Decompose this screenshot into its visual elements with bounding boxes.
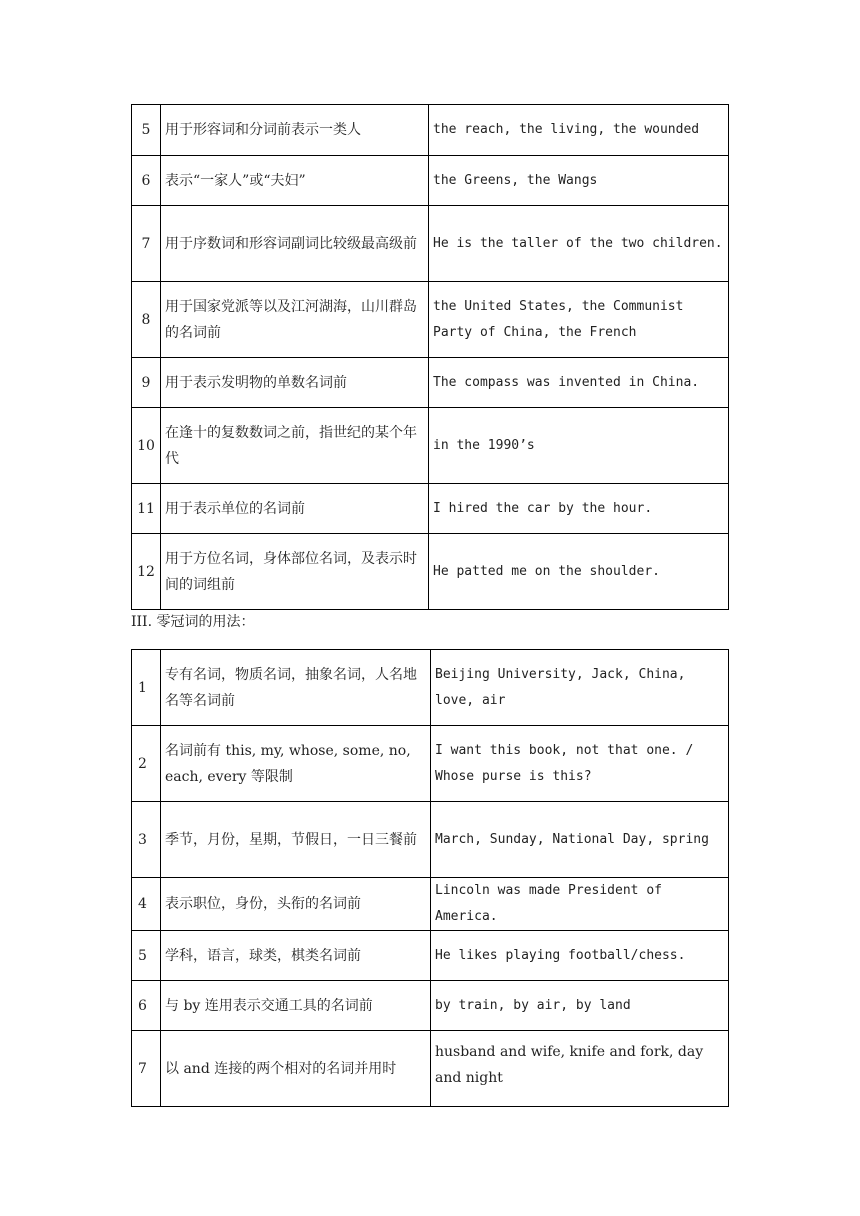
- row-number: 6: [132, 156, 161, 206]
- table-row: [132, 105, 729, 156]
- usage-description: 在逢十的复数数词之前，指世纪的某个年代: [161, 408, 429, 484]
- usage-example: the Greens, the Wangs: [429, 156, 729, 206]
- table-row: [132, 802, 729, 878]
- row-number: 7: [132, 1031, 161, 1107]
- usage-example: I hired the car by the hour.: [429, 484, 729, 534]
- usage-description: 与 by 连用表示交通工具的名词前: [161, 981, 431, 1031]
- section-heading: III. 零冠词的用法：: [131, 614, 255, 630]
- usage-example: He likes playing football/chess.: [431, 931, 729, 981]
- usage-example: Beijing University, Jack, China, love, air: [431, 650, 729, 726]
- usage-example: I want this book, not that one. / Whose purse is this?: [431, 726, 729, 802]
- zero-article-usage-table: [131, 649, 729, 1107]
- row-number: 12: [132, 534, 161, 610]
- usage-description: 学科，语言，球类，棋类名词前: [161, 931, 431, 981]
- row-number: 8: [132, 282, 161, 358]
- usage-description: 名词前有 this, my, whose, some, no, each, every 等限制: [161, 726, 431, 802]
- usage-example: by train, by air, by land: [431, 981, 729, 1031]
- row-number: 7: [132, 206, 161, 282]
- row-number: 9: [132, 358, 161, 408]
- row-number: 2: [132, 726, 161, 802]
- table-row: [132, 981, 729, 1031]
- usage-description: 用于方位名词，身体部位名词，及表示时间的词组前: [161, 534, 429, 610]
- table-row: [132, 408, 729, 484]
- usage-example: The compass was invented in China.: [429, 358, 729, 408]
- usage-description: 表示职位，身份，头衔的名词前: [161, 878, 431, 931]
- table-row: [132, 156, 729, 206]
- row-number: 10: [132, 408, 161, 484]
- usage-description: 表示“一家人”或“夫妇”: [161, 156, 429, 206]
- usage-example: March, Sunday, National Day, spring: [431, 802, 729, 878]
- usage-example: He patted me on the shoulder.: [429, 534, 729, 610]
- row-number: 4: [132, 878, 161, 931]
- usage-example: the United States, the Communist Party of China, the French: [429, 282, 729, 358]
- row-number: 3: [132, 802, 161, 878]
- table-row: [132, 358, 729, 408]
- row-number: 11: [132, 484, 161, 534]
- row-number: 1: [132, 650, 161, 726]
- row-number: 5: [132, 931, 161, 981]
- usage-description: 以 and 连接的两个相对的名词并用时: [161, 1031, 431, 1107]
- table-row: [132, 206, 729, 282]
- table-row: [132, 726, 729, 802]
- table-row: [132, 282, 729, 358]
- row-number: 5: [132, 105, 161, 156]
- usage-description: 用于序数词和形容词副词比较级最高级前: [161, 206, 429, 282]
- usage-description: 用于形容词和分词前表示一类人: [161, 105, 429, 156]
- row-number: 6: [132, 981, 161, 1031]
- usage-example: husband and wife, knife and fork, day and night: [431, 1031, 729, 1107]
- table-row: [132, 484, 729, 534]
- usage-description: 用于国家党派等以及江河湖海，山川群岛的名词前: [161, 282, 429, 358]
- usage-example: He is the taller of the two children.: [429, 206, 729, 282]
- table-row: [132, 650, 729, 726]
- table-row: [132, 534, 729, 610]
- usage-description: 用于表示发明物的单数名词前: [161, 358, 429, 408]
- usage-example: Lincoln was made President of America.: [431, 878, 729, 931]
- definite-article-usage-table: [131, 104, 729, 610]
- table-row: [132, 878, 729, 931]
- usage-example: the reach, the living, the wounded: [429, 105, 729, 156]
- usage-description: 用于表示单位的名词前: [161, 484, 429, 534]
- usage-description: 专有名词，物质名词，抽象名词，人名地名等名词前: [161, 650, 431, 726]
- table-row: [132, 1031, 729, 1107]
- usage-description: 季节，月份，星期，节假日，一日三餐前: [161, 802, 431, 878]
- usage-example: in the 1990’s: [429, 408, 729, 484]
- table-row: [132, 931, 729, 981]
